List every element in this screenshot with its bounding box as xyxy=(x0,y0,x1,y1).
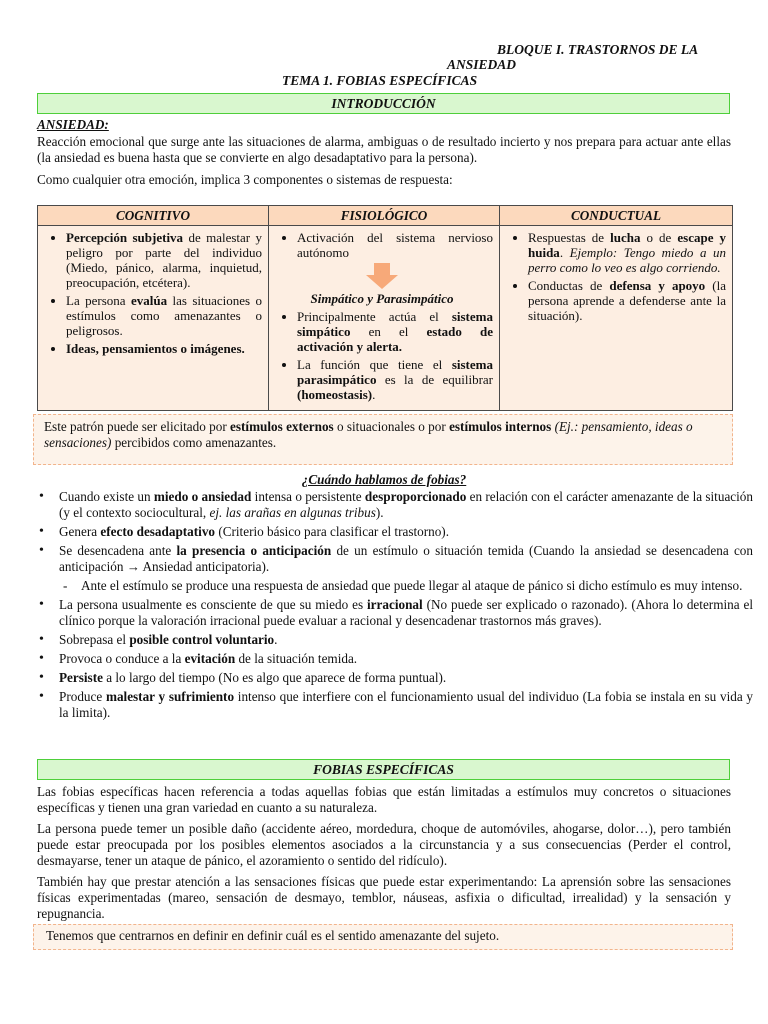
cognitive-item: • La persona evalúa las situaciones o estímulos como amenazantes o peligrosos. xyxy=(66,293,262,338)
physiological-cell xyxy=(269,226,500,411)
list-item: • Genera efecto desadaptativo (Criterio básico para clasificar el trastorno). xyxy=(59,524,753,540)
stimulus-pattern-note: Este patrón puede ser elicitado por estímulos externos o situacionales o por estímulos internos (Ej.: pensamiento, ideas o sensaciones) percibidos como amenazantes. xyxy=(33,414,733,465)
behavioral-item: • Conductas de defensa y apoyo (la persona aprende a defenderse ante la situación). xyxy=(528,278,726,323)
components-intro: Como cualquier otra emoción, implica 3 componentes o sistemas de respuesta: xyxy=(37,172,453,187)
list-item: • Sobrepasa el posible control voluntario. xyxy=(59,632,753,648)
threat-sense-note: Tenemos que centrarnos en definir en definir cuál es el sentido amenazante del sujeto. xyxy=(33,924,733,950)
sub-list-item: - Ante el estímulo se produce una respuesta de ansiedad que puede llegar al ataque de pánico si dicho estímulo es muy intenso. xyxy=(59,578,753,594)
list-item: • Produce malestar y sufrimiento intenso que interfiere con el funcionamiento usual del individuo (La fobia se instala en su vida y la limita). xyxy=(59,689,753,721)
anxiety-label-text: ANSIEDAD: xyxy=(37,117,109,132)
nervous-system-subtitle: Simpático y Parasimpático xyxy=(310,291,454,306)
list-item: • La persona usualmente es consciente de que su miedo es irracional (No puede ser explicado o razonado). (Ahora lo determina el clínico porque la valoración irracional puede evaluar a racional y desencadenar trastornos más graves). xyxy=(59,597,753,629)
col-physiological-header: FISIOLÓGICO xyxy=(269,206,500,226)
behavioral-item: • Respuestas de lucha o de escape y huida. Ejemplo: Tengo miedo a un perro como lo veo es algo corriendo. xyxy=(528,230,726,275)
header-topic-title: TEMA 1. FOBIAS ESPECÍFICAS xyxy=(282,73,478,88)
cognitive-item: • Percepción subjetiva de malestar y peligro por parte del individuo (Miedo, pánico, alarma, inquietud, preocupación, etcétera). xyxy=(66,230,262,290)
header-block-title: BLOQUE I. TRASTORNOS DE LA xyxy=(497,42,699,57)
header-block-title-cont: ANSIEDAD xyxy=(447,57,517,72)
specific-phobias-p1: Las fobias específicas hacen referencia a todas aquellas fobias que están limitadas a estímulos muy concretos o situaciones específicas y tienen una gran variedad en cuanto a su naturaleza. xyxy=(37,784,731,815)
list-item: • Se desencadena ante la presencia o anticipación de un estímulo o situación temida (Cuando la ansiedad se desencadena con anticipación → Ansiedad anticipatoria). xyxy=(59,543,753,575)
anxiety-label xyxy=(37,117,731,133)
list-item: • Persiste a lo largo del tiempo (No es algo que aparece de forma puntual). xyxy=(59,670,753,686)
cognitive-cell xyxy=(38,226,269,411)
physiological-item: • Principalmente actúa el sistema simpático en el estado de activación y alerta. xyxy=(297,309,493,354)
phobia-criteria-list xyxy=(37,489,753,724)
list-item: • Cuando existe un miedo o ansiedad intensa o persistente desproporcionado en relación con el carácter amenazante de la situación (y el contexto sociocultural, ej. las arañas en algunas tribus). xyxy=(59,489,753,521)
phobia-criteria-heading: ¿Cuándo hablamos de fobias? xyxy=(301,472,467,487)
col-behavioral-header: CONDUCTUAL xyxy=(500,206,733,226)
behavioral-cell xyxy=(500,226,733,411)
cognitive-item: • Ideas, pensamientos o imágenes. xyxy=(66,341,262,356)
specific-phobias-p2: La persona puede temer un posible daño (accidente aéreo, mordedura, choque de automóviles, ahogarse, dolor…), pero también puede estar preocupada por los posibles elementos asociados a la circunstancia y a sus consecuencias (Perder el control, desmayarse, tener un ataque de pánico, el azoramiento o sentido del ridículo). xyxy=(37,821,731,868)
physiological-item: • La función que tiene el sistema parasimpático es la de equilibrar (homeostasis). xyxy=(297,357,493,402)
response-components-table xyxy=(37,205,733,411)
col-cognitive-header: COGNITIVO xyxy=(38,206,269,226)
list-item: • Provoca o conduce a la evitación de la situación temida. xyxy=(59,651,753,667)
intro-section-bar: INTRODUCCIÓN xyxy=(37,93,730,114)
physiological-item: • Activación del sistema nervioso autónomo xyxy=(297,230,493,260)
specific-phobias-p3: También hay que prestar atención a las sensaciones físicas que puede estar experimentando: La aprensión sobre las sensaciones físicas experimentadas (mareo, sensación de desmayo, temblor, náuseas, asfixia o dificultad, irrealidad) y la sensación y repugnancia. xyxy=(37,874,731,921)
down-arrow-icon xyxy=(271,263,493,289)
specific-phobias-bar: FOBIAS ESPECÍFICAS xyxy=(37,759,730,780)
anxiety-definition: Reacción emocional que surge ante las situaciones de alarma, ambiguas o de resultado incierto y nos prepara para actuar ante ellas (la ansiedad es buena hasta que se convierte en algo desadaptativo para la persona). xyxy=(37,134,731,165)
